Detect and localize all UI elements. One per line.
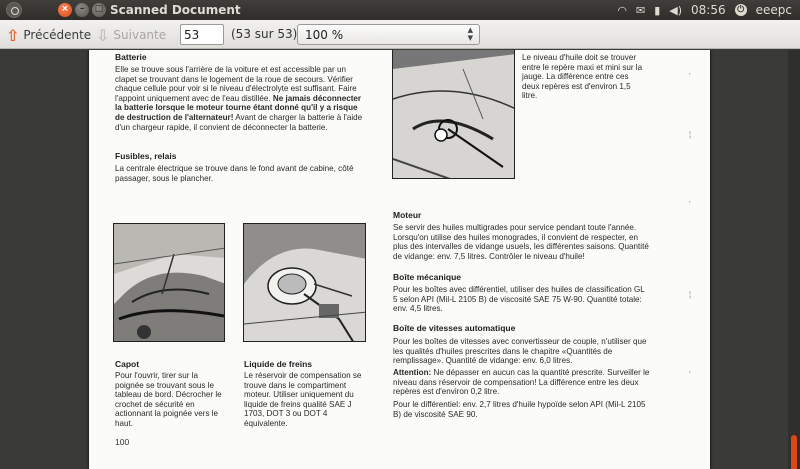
boite-auto-heading: Boîte de vitesses automatique (393, 323, 516, 333)
batterie-heading: Batterie (115, 52, 147, 62)
mail-icon[interactable]: ✉ (635, 3, 646, 17)
scrollbar-thumb[interactable] (791, 435, 797, 469)
user-name[interactable]: eeepc (755, 3, 792, 17)
batterie-text-1: Elle se trouve sous l'arrière de la voiture et est accessible par un clapet se trouvant dans le logement de la roue de secours. Vérifier chaque cellule pour voir si le niveau d'électrolyte est suffisant. Faire l'appoint uniquement avec de l'eau distillée. (115, 65, 357, 103)
liquide-heading: Liquide de freins (244, 359, 313, 369)
ubuntu-logo-icon[interactable] (6, 2, 22, 18)
capot-text: Pour l'ouvrir, tirer sur la poignée se trouvant sous le tableau de bord. Décrocher le crochet de sécurité en actionnant la poignée vers le haut. (115, 371, 222, 428)
next-page-button[interactable] (96, 24, 166, 46)
title-bar (0, 0, 800, 20)
scan-mark: ¦ (689, 130, 692, 139)
dropdown-arrows-icon: ▲ ▼ (467, 26, 473, 42)
clock[interactable]: 08:56 (691, 3, 726, 17)
jauge-huile-illustration (392, 50, 515, 179)
arrow-down-icon: ⇩ (96, 25, 110, 45)
close-window-button[interactable]: × (58, 3, 72, 17)
system-tray (617, 2, 792, 18)
scan-mark: ' (689, 370, 691, 379)
volume-icon[interactable]: ◀) (669, 3, 683, 17)
zoom-select[interactable] (297, 24, 480, 45)
boite-mecanique-text: Pour les boîtes avec différentiel, utiliser des huiles de classification GL 5 selon API (Mil-L 2105 B) de viscosité SAE 75 W-90. Quantité totale: env. 4,5 litres. (393, 285, 645, 314)
battery-icon[interactable]: ▮ (654, 3, 661, 17)
attention-text: Ne dépasser en aucun cas la quantité prescrite. Surveiller le niveau dans réservoir de compensation! La différence entre les deux repères est d'environ 0,2 litre. (393, 368, 650, 397)
liquide-freins-illustration (243, 223, 366, 342)
page-count: (53 sur 53) (231, 27, 298, 41)
vertical-scrollbar[interactable] (788, 50, 800, 469)
fusibles-text: La centrale électrique se trouve dans le fond avant de cabine, côté passager, sous le plancher. (115, 164, 354, 183)
liquide-text: Le réservoir de compensation se trouve dans le compartiment moteur. Utiliser uniquement du liquide de freins qualité SAE J 1703, DOT 3 ou DOT 4 équivalente. (244, 371, 362, 428)
wifi-icon[interactable]: ◠ (617, 3, 627, 17)
zoom-value: 100 % (305, 28, 344, 42)
page-number-input[interactable] (180, 24, 224, 45)
session-icon[interactable]: ⏻ (735, 4, 747, 16)
window-title: Scanned Document (110, 3, 241, 17)
moteur-text: Se servir des huiles multigrades pour service pendant toute l'année. Lorsqu'on utilise des huiles monogrades, il convient de respecter, en plus des intervalles de vidange usuels, les différentes saisons. Quantité de vidange: env. 7,5 litres. Contrôler le niveau d'huile! (393, 223, 649, 261)
capot-heading: Capot (115, 359, 140, 369)
arrow-up-icon: ⇧ (6, 25, 20, 45)
boite-auto-attention (393, 368, 651, 397)
capot-illustration (113, 223, 225, 342)
previous-page-label: Précédente (23, 28, 92, 42)
window-controls (58, 3, 106, 17)
viewer-toolbar (0, 20, 800, 49)
page-number: 100 (115, 437, 130, 447)
batterie-text-2: Avant de charger la batterie à l'aide d'un chargeur rapide, il convient de déconnecter la batterie. (115, 112, 363, 132)
scan-mark: ' (689, 200, 691, 209)
huile-niveau-text: Le niveau d'huile doit se trouver entre le repère maxi et mini sur la jauge. La différence entre ces deux repères est d'environ 1,5 litre. (522, 53, 643, 101)
boite-mecanique-heading: Boîte mécanique (393, 272, 462, 282)
scan-mark: ' (689, 72, 691, 81)
differentiel-text: Pour le différentiel: env. 2,7 litres d'huile hypoïde selon API (Mil-L 2105 B) de viscosité SAE 90. (393, 400, 646, 419)
next-page-label: Suivante (113, 28, 167, 42)
minimize-window-button[interactable]: – (75, 3, 89, 17)
scan-mark: ¦ (689, 290, 692, 299)
previous-page-button[interactable] (6, 24, 91, 46)
batterie-text (115, 65, 365, 132)
moteur-heading: Moteur (393, 210, 422, 220)
maximize-window-button[interactable]: □ (92, 3, 106, 17)
boite-auto-text: Pour les boîtes de vitesses avec convertisseur de couple, n'utiliser que les qualités d'huiles prescrites dans le chapitre «Quantités de remplissage». Quantité de vidange: env. 6,0 litres. (393, 337, 647, 366)
fusibles-heading: Fusibles, relais (115, 151, 177, 161)
attention-label: Attention: (393, 368, 432, 377)
document-page (89, 50, 710, 469)
batterie-warning: Ne jamais déconnecter la batterie lorsque le moteur tourne étant donné qu'il y a risque de destruction de l'alternateur! (115, 93, 362, 122)
document-viewer[interactable] (0, 50, 800, 469)
